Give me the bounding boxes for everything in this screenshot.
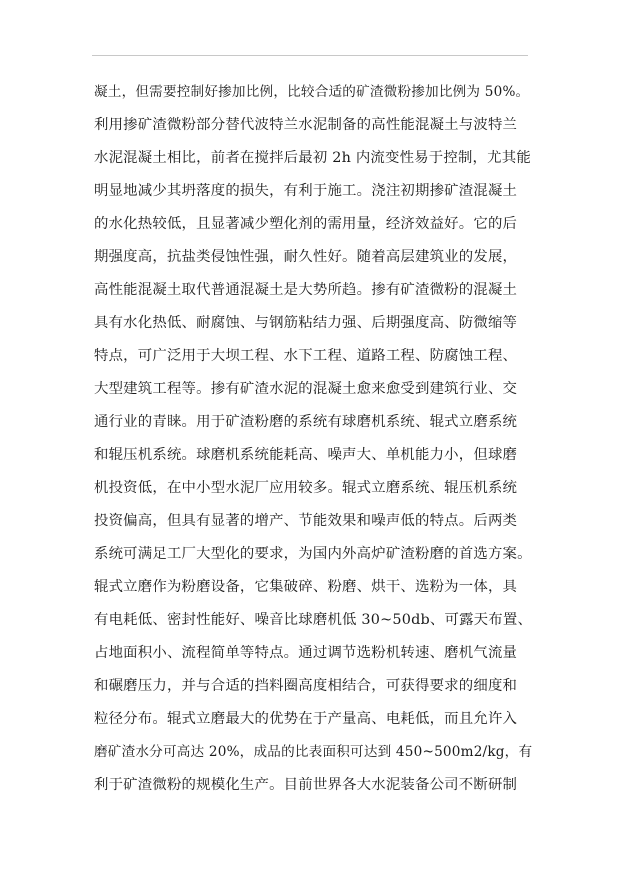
text-line: 具有水化热低、耐腐蚀、与钢筋粘结力强、后期强度高、防微缩等 (94, 315, 518, 331)
text-line: 粒径分布。辊式立磨最大的优势在于产量高、电耗低，而且允许入 (94, 711, 518, 727)
text-line: 投资偏高，但具有显著的增产、节能效果和噪声低的特点。后两类 (94, 513, 518, 529)
text-line: 辊式立磨作为粉磨设备，它集破碎、粉磨、烘干、选粉为一体，具 (94, 579, 518, 595)
text-line: 期强度高，抗盐类侵蚀性强，耐久性好。随着高层建筑业的发展， (94, 249, 518, 265)
text-line: 磨矿渣水分可高达 20%，成品的比表面积可达到 450~500m2/kg，有 (94, 744, 533, 760)
text-line: 特点，可广泛用于大坝工程、水下工程、道路工程、防腐蚀工程、 (94, 348, 518, 364)
text-line: 利用掺矿渣微粉部分替代波特兰水泥制备的高性能混凝土与波特兰 (94, 117, 518, 133)
text-line: 和碾磨压力，并与合适的挡料圈高度相结合，可获得要求的细度和 (94, 678, 518, 694)
text-line: 明显地减少其坍落度的损失，有利于施工。浇注初期掺矿渣混凝土 (94, 183, 518, 199)
text-line: 大型建筑工程等。掺有矿渣水泥的混凝土愈来愈受到建筑行业、交 (94, 381, 518, 397)
text-line: 高性能混凝土取代普通混凝土是大势所趋。掺有矿渣微粉的混凝土 (94, 282, 518, 298)
text-line: 通行业的青睐。用于矿渣粉磨的系统有球磨机系统、辊式立磨系统 (94, 414, 518, 430)
text-line: 凝土，但需要控制好掺加比例，比较合适的矿渣微粉掺加比例为 50%。 (94, 84, 530, 100)
text-line: 水泥混凝土相比，前者在搅拌后最初 2h 内流变性易于控制，尤其能 (94, 150, 531, 166)
text-line: 占地面积小、流程简单等特点。通过调节选粉机转速、磨机气流量 (94, 645, 518, 661)
text-line: 的水化热较低，且显著减少塑化剂的需用量，经济效益好。它的后 (94, 216, 518, 232)
text-line: 系统可满足工厂大型化的要求，为国内外高炉矿渣粉磨的首选方案。 (94, 546, 532, 562)
text-line: 和辊压机系统。球磨机系统能耗高、噪声大、单机能力小，但球磨 (94, 447, 518, 463)
text-line: 利于矿渣微粉的规模化生产。目前世界各大水泥装备公司不断研制 (94, 777, 518, 793)
text-line: 有电耗低、密封性能好、噪音比球磨机低 30~50db、可露天布置、 (94, 612, 533, 628)
text-line: 机投资低，在中小型水泥厂应用较多。辊式立磨系统、辊压机系统 (94, 480, 518, 496)
